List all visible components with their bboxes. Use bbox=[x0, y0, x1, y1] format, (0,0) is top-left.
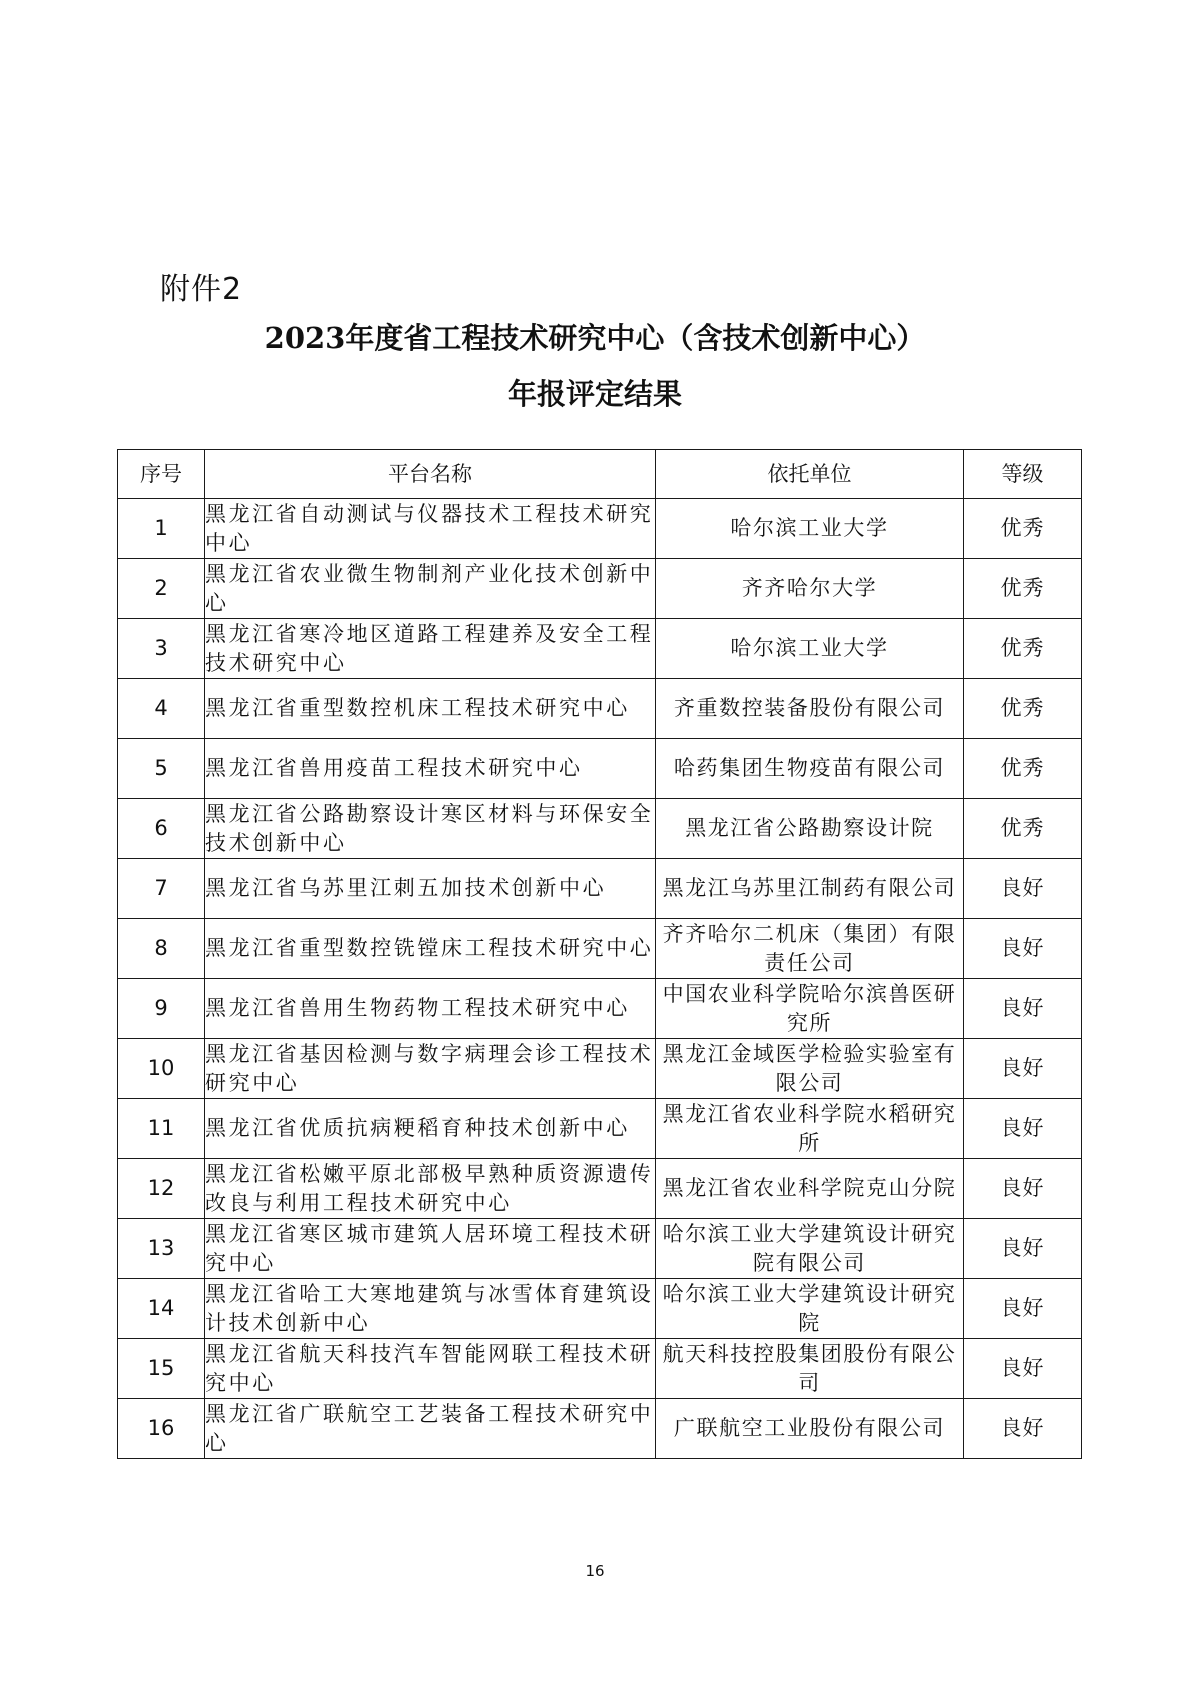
row-organization: 哈尔滨工业大学建筑设计研究院 bbox=[656, 1279, 964, 1339]
row-platform-name: 黑龙江省兽用疫苗工程技术研究中心 bbox=[205, 739, 656, 799]
row-organization: 齐齐哈尔大学 bbox=[656, 559, 964, 619]
row-platform-name: 黑龙江省重型数控机床工程技术研究中心 bbox=[205, 679, 656, 739]
table-row bbox=[118, 1039, 1082, 1099]
row-index: 7 bbox=[118, 859, 205, 919]
row-grade: 优秀 bbox=[964, 679, 1082, 739]
table-row bbox=[118, 1219, 1082, 1279]
row-organization: 齐重数控装备股份有限公司 bbox=[656, 679, 964, 739]
row-organization: 黑龙江省农业科学院水稻研究所 bbox=[656, 1099, 964, 1159]
row-grade: 良好 bbox=[964, 919, 1082, 979]
row-grade: 良好 bbox=[964, 1099, 1082, 1159]
row-grade: 良好 bbox=[964, 1279, 1082, 1339]
row-organization: 哈尔滨工业大学 bbox=[656, 619, 964, 679]
row-platform-name: 黑龙江省兽用生物药物工程技术研究中心 bbox=[205, 979, 656, 1039]
row-index: 9 bbox=[118, 979, 205, 1039]
row-grade: 优秀 bbox=[964, 559, 1082, 619]
attachment-label: 附件2 bbox=[160, 272, 243, 307]
row-index: 15 bbox=[118, 1339, 205, 1399]
document-subtitle: 年报评定结果 bbox=[507, 377, 682, 411]
row-organization: 广联航空工业股份有限公司 bbox=[656, 1399, 964, 1459]
row-index: 1 bbox=[118, 499, 205, 559]
table-row bbox=[118, 499, 1082, 559]
table-row bbox=[118, 1339, 1082, 1399]
row-grade: 优秀 bbox=[964, 499, 1082, 559]
table-body bbox=[118, 499, 1082, 1459]
document-title: 2023年度省工程技术研究中心（含技术创新中心） bbox=[264, 321, 926, 355]
row-platform-name: 黑龙江省广联航空工艺装备工程技术研究中心 bbox=[205, 1399, 656, 1459]
row-index: 10 bbox=[118, 1039, 205, 1099]
row-grade: 良好 bbox=[964, 1159, 1082, 1219]
row-platform-name: 黑龙江省乌苏里江刺五加技术创新中心 bbox=[205, 859, 656, 919]
row-platform-name: 黑龙江省松嫩平原北部极早熟种质资源遗传改良与利用工程技术研究中心 bbox=[205, 1159, 656, 1219]
row-index: 5 bbox=[118, 739, 205, 799]
row-index: 11 bbox=[118, 1099, 205, 1159]
row-organization: 齐齐哈尔二机床（集团）有限责任公司 bbox=[656, 919, 964, 979]
row-index: 8 bbox=[118, 919, 205, 979]
row-grade: 优秀 bbox=[964, 799, 1082, 859]
row-grade: 良好 bbox=[964, 1219, 1082, 1279]
row-organization: 黑龙江省农业科学院克山分院 bbox=[656, 1159, 964, 1219]
table-row bbox=[118, 1399, 1082, 1459]
row-index: 2 bbox=[118, 559, 205, 619]
row-platform-name: 黑龙江省基因检测与数字病理会诊工程技术研究中心 bbox=[205, 1039, 656, 1099]
header-organization: 依托单位 bbox=[656, 450, 964, 499]
row-grade: 良好 bbox=[964, 1339, 1082, 1399]
row-platform-name: 黑龙江省重型数控铣镗床工程技术研究中心 bbox=[205, 919, 656, 979]
table-row bbox=[118, 919, 1082, 979]
header-platform-name: 平台名称 bbox=[205, 450, 656, 499]
row-organization: 黑龙江乌苏里江制药有限公司 bbox=[656, 859, 964, 919]
row-platform-name: 黑龙江省寒区城市建筑人居环境工程技术研究中心 bbox=[205, 1219, 656, 1279]
row-organization: 航天科技控股集团股份有限公司 bbox=[656, 1339, 964, 1399]
table-row bbox=[118, 1159, 1082, 1219]
table-row bbox=[118, 799, 1082, 859]
row-grade: 良好 bbox=[964, 1399, 1082, 1459]
table-row bbox=[118, 859, 1082, 919]
row-platform-name: 黑龙江省寒冷地区道路工程建养及安全工程技术研究中心 bbox=[205, 619, 656, 679]
table-row bbox=[118, 679, 1082, 739]
table-row bbox=[118, 979, 1082, 1039]
row-index: 13 bbox=[118, 1219, 205, 1279]
row-grade: 优秀 bbox=[964, 739, 1082, 799]
row-grade: 优秀 bbox=[964, 619, 1082, 679]
header-grade: 等级 bbox=[964, 450, 1082, 499]
row-organization: 中国农业科学院哈尔滨兽医研究所 bbox=[656, 979, 964, 1039]
table-row bbox=[118, 1279, 1082, 1339]
row-grade: 良好 bbox=[964, 1039, 1082, 1099]
row-platform-name: 黑龙江省公路勘察设计寒区材料与环保安全技术创新中心 bbox=[205, 799, 656, 859]
row-index: 4 bbox=[118, 679, 205, 739]
row-index: 6 bbox=[118, 799, 205, 859]
row-index: 14 bbox=[118, 1279, 205, 1339]
row-platform-name: 黑龙江省自动测试与仪器技术工程技术研究中心 bbox=[205, 499, 656, 559]
table-header-row bbox=[118, 450, 1082, 499]
table-row bbox=[118, 559, 1082, 619]
row-organization: 哈尔滨工业大学建筑设计研究院有限公司 bbox=[656, 1219, 964, 1279]
header-index: 序号 bbox=[118, 450, 205, 499]
table-row bbox=[118, 739, 1082, 799]
results-table bbox=[117, 449, 1082, 1459]
row-index: 12 bbox=[118, 1159, 205, 1219]
row-platform-name: 黑龙江省农业微生物制剂产业化技术创新中心 bbox=[205, 559, 656, 619]
row-grade: 良好 bbox=[964, 979, 1082, 1039]
row-index: 16 bbox=[118, 1399, 205, 1459]
row-organization: 哈药集团生物疫苗有限公司 bbox=[656, 739, 964, 799]
row-organization: 黑龙江金域医学检验实验室有限公司 bbox=[656, 1039, 964, 1099]
row-grade: 良好 bbox=[964, 859, 1082, 919]
table-row bbox=[118, 1099, 1082, 1159]
row-index: 3 bbox=[118, 619, 205, 679]
row-organization: 黑龙江省公路勘察设计院 bbox=[656, 799, 964, 859]
page-number: 16 bbox=[585, 1562, 605, 1580]
table-row bbox=[118, 619, 1082, 679]
row-platform-name: 黑龙江省航天科技汽车智能网联工程技术研究中心 bbox=[205, 1339, 656, 1399]
row-platform-name: 黑龙江省哈工大寒地建筑与冰雪体育建筑设计技术创新中心 bbox=[205, 1279, 656, 1339]
row-organization: 哈尔滨工业大学 bbox=[656, 499, 964, 559]
row-platform-name: 黑龙江省优质抗病粳稻育种技术创新中心 bbox=[205, 1099, 656, 1159]
